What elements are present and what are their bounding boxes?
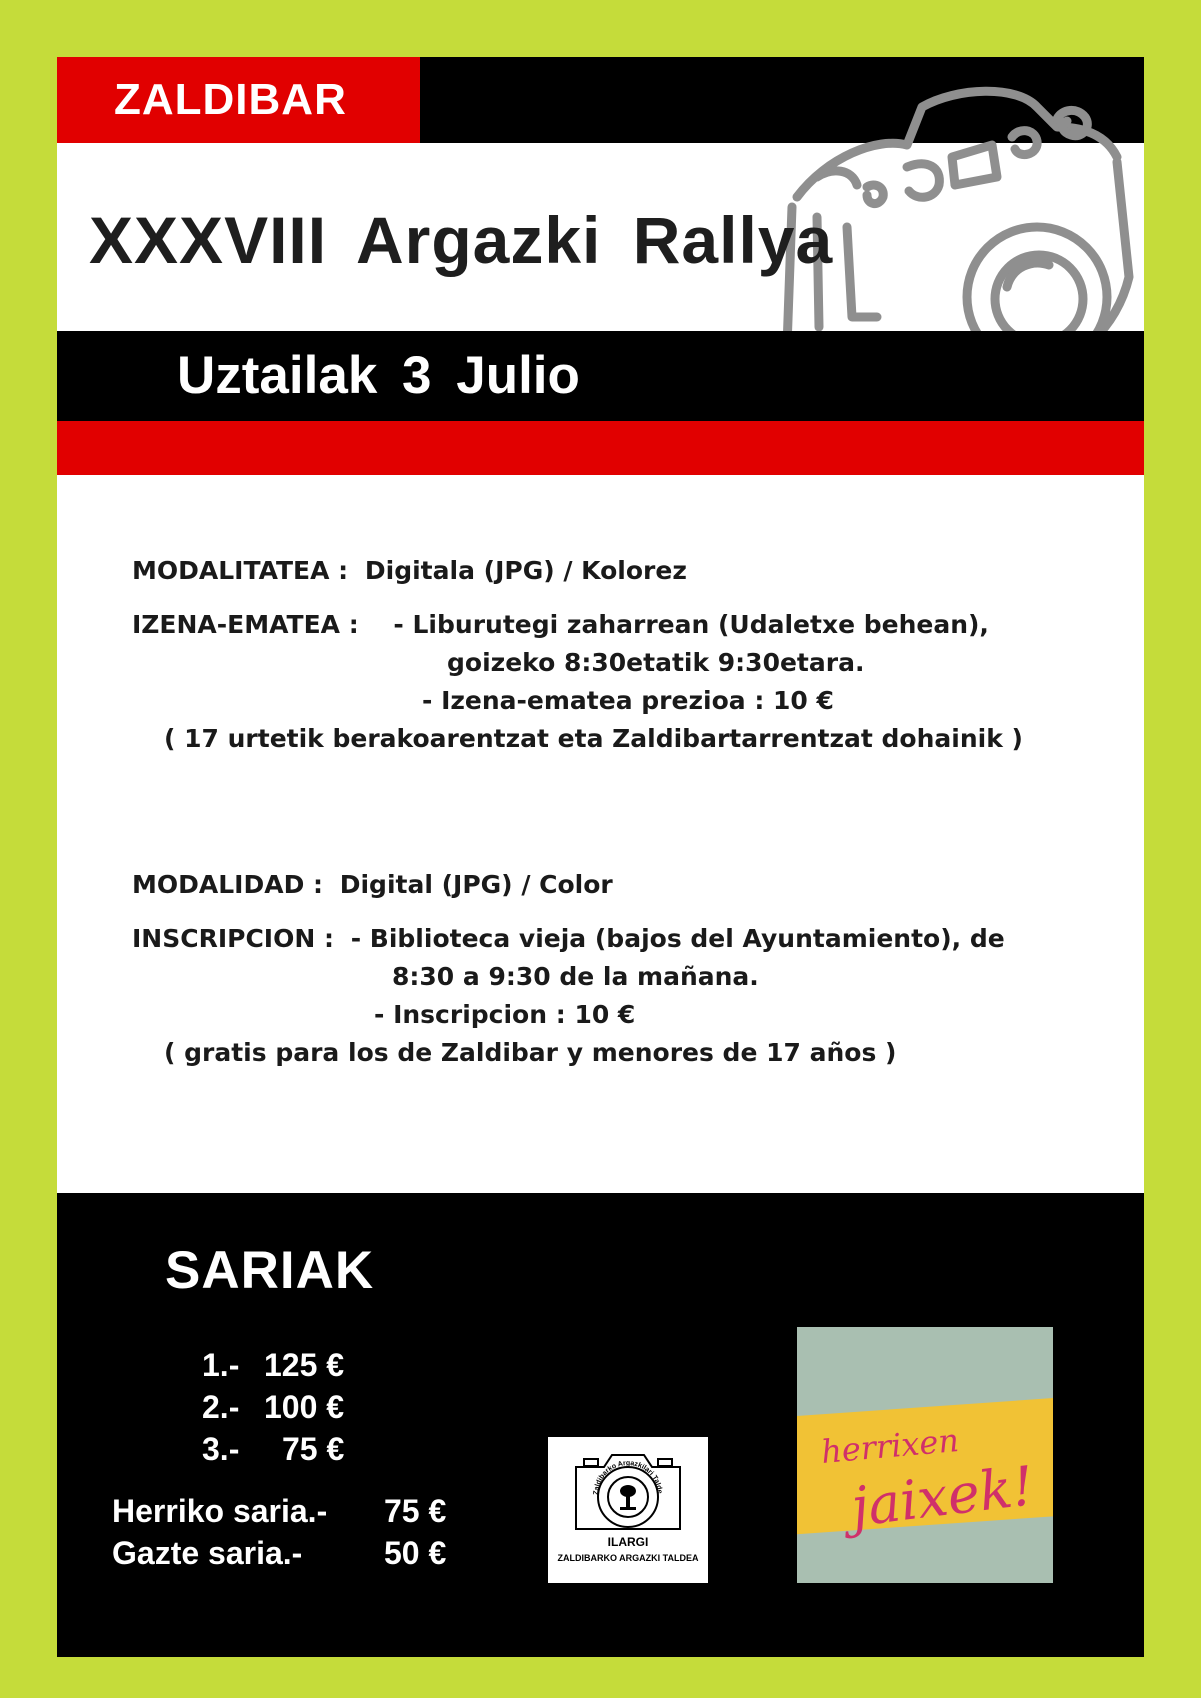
prize-row: [112, 1493, 447, 1530]
prize-row: [112, 1535, 447, 1572]
ilargi-subtitle: ZALDIBARKO ARGAZKI TALDEA: [557, 1553, 699, 1563]
registration-line: - Liburutegi zaharrean (Udaletxe behean),: [393, 610, 989, 639]
prize-row: [202, 1431, 345, 1468]
svg-text:Zaldibarko Argazkilari Taldea: [570, 1443, 663, 1495]
registration-line: - Biblioteca vieja (bajos del Ayuntamiento), de: [350, 924, 1005, 953]
free-note: ( 17 urtetik berakoarentzat eta Zaldibartarrentzat dohainik ): [164, 724, 1023, 753]
prize-amount: 125 €: [264, 1347, 345, 1383]
ilargi-logo-text: Zaldibarko Argazkilari Talde: [592, 1459, 664, 1496]
red-band: [57, 421, 1144, 475]
prize-row: [202, 1389, 345, 1426]
prize-label: Gazte saria.-: [112, 1535, 303, 1571]
town-label: ZALDIBAR: [57, 57, 420, 143]
poster: [57, 57, 1144, 1657]
prize-amount: 75 €: [282, 1431, 345, 1467]
festival-logo-line1: herrixen: [819, 1421, 961, 1471]
prize-label: 2.-: [202, 1389, 240, 1425]
prize-amount: 75 €: [384, 1493, 447, 1529]
event-date: Uztailak 3 Julio: [177, 346, 580, 405]
registration-label: IZENA-EMATEA :: [132, 610, 359, 639]
modality-value: Digital (JPG) / Color: [339, 870, 613, 899]
free-note: ( gratis para los de Zaldibar y menores de 17 años ): [164, 1038, 897, 1067]
page-title: XXXVIII Argazki Rallya: [89, 203, 834, 277]
modality-label: MODALITATEA :: [132, 556, 349, 585]
modality-label: MODALIDAD :: [132, 870, 324, 899]
prizes-title: SARIAK: [165, 1241, 375, 1300]
price-line: - Izena-ematea prezioa : 10 €: [422, 686, 834, 715]
registration-line: goizeko 8:30etatik 9:30etara.: [447, 648, 865, 677]
prize-amount: 100 €: [264, 1389, 345, 1425]
registration-row-es: [132, 924, 1005, 953]
modality-value: Digitala (JPG) / Kolorez: [364, 556, 687, 585]
festival-logo-line2: jaixek!: [847, 1454, 1038, 1539]
prize-row: [202, 1347, 345, 1384]
ilargi-name: ILARGI: [607, 1535, 649, 1549]
registration-line: 8:30 a 9:30 de la mañana.: [392, 962, 759, 991]
prize-label: 1.-: [202, 1347, 240, 1383]
prize-label: Herriko saria.-: [112, 1493, 328, 1529]
ilargi-camera-logo-icon: [570, 1443, 686, 1535]
modality-row-eu: [132, 556, 687, 585]
ilargi-logo: [548, 1437, 708, 1583]
price-line: - Inscripcion : 10 €: [374, 1000, 636, 1029]
prize-label: 3.-: [202, 1431, 240, 1467]
festival-logo: [797, 1327, 1053, 1583]
modality-row-es: [132, 870, 613, 899]
registration-label: INSCRIPCION :: [132, 924, 334, 953]
registration-row-eu: [132, 610, 989, 639]
prize-amount: 50 €: [384, 1535, 447, 1571]
